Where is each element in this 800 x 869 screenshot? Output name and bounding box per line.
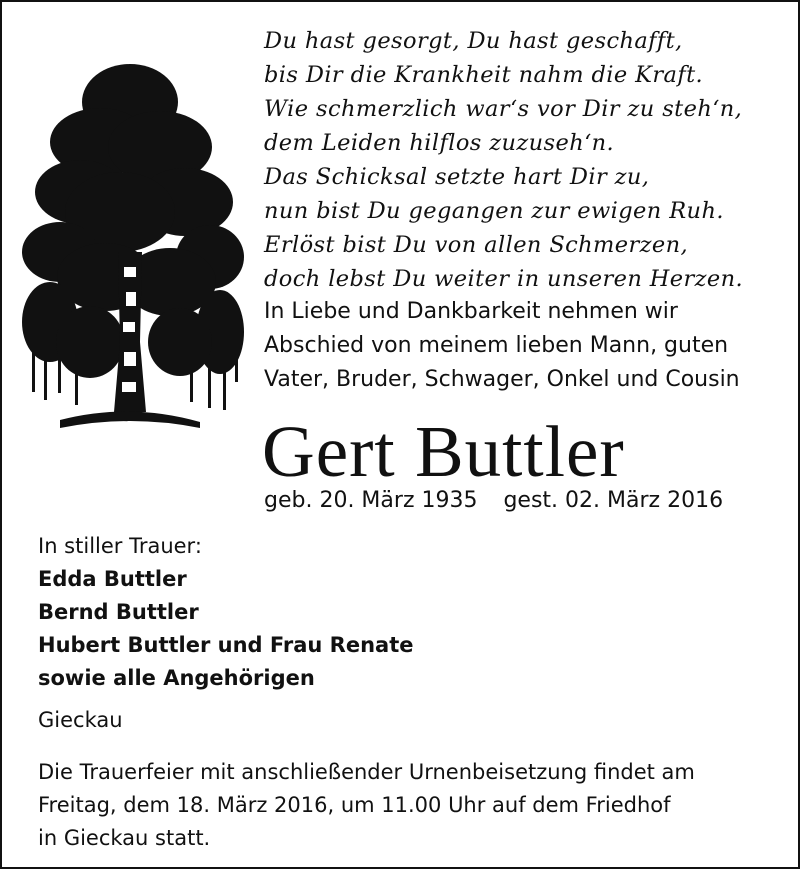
intro-line: Abschied von meinem lieben Mann, guten	[264, 333, 729, 358]
mourner-name: Hubert Buttler und Frau Renate	[38, 633, 414, 657]
service-line: Freitag, dem 18. März 2016, um 11.00 Uhr auf dem Friedhof	[38, 793, 671, 817]
funeral-service-info	[38, 756, 695, 855]
mourners-list	[38, 563, 414, 695]
mourner-name: Edda Buttler	[38, 567, 187, 591]
death-date: gest. 02. März 2016	[503, 488, 724, 513]
mourner-name: Bernd Buttler	[38, 600, 199, 624]
poem-line: nun bist Du gegangen zur ewigen Ruh.	[264, 198, 724, 224]
poem-line: doch lebst Du weiter in unseren Herzen.	[264, 266, 744, 292]
life-dates	[264, 484, 723, 518]
deceased-name: Gert Buttler	[262, 411, 625, 492]
intro-line: In Liebe und Dankbarkeit nehmen wir	[264, 299, 678, 324]
mourner-name: sowie alle Angehörigen	[38, 666, 315, 690]
mourners-section	[38, 530, 414, 695]
place-name: Gieckau	[38, 708, 123, 732]
poem-line: bis Dir die Krankheit nahm die Kraft.	[264, 62, 704, 88]
intro-line: Vater, Bruder, Schwager, Onkel und Cousin	[264, 367, 740, 392]
poem-line: Erlöst bist Du von allen Schmerzen,	[264, 232, 689, 258]
farewell-intro	[264, 295, 794, 397]
poem-line: Wie schmerzlich war‘s vor Dir zu steh‘n,	[264, 96, 743, 122]
poem	[264, 24, 794, 296]
poem-line: dem Leiden hilflos zuzuseh‘n.	[264, 130, 615, 156]
service-line: Die Trauerfeier mit anschließender Urnenbeisetzung findet am	[38, 760, 695, 784]
mourners-label: In stiller Trauer:	[38, 534, 202, 558]
poem-line: Das Schicksal setzte hart Dir zu,	[264, 164, 650, 190]
birth-date: geb. 20. März 1935	[264, 488, 478, 513]
poem-line: Du hast gesorgt, Du hast geschafft,	[264, 28, 683, 54]
birch-tree-icon	[20, 42, 245, 462]
service-line: in Gieckau statt.	[38, 826, 211, 850]
